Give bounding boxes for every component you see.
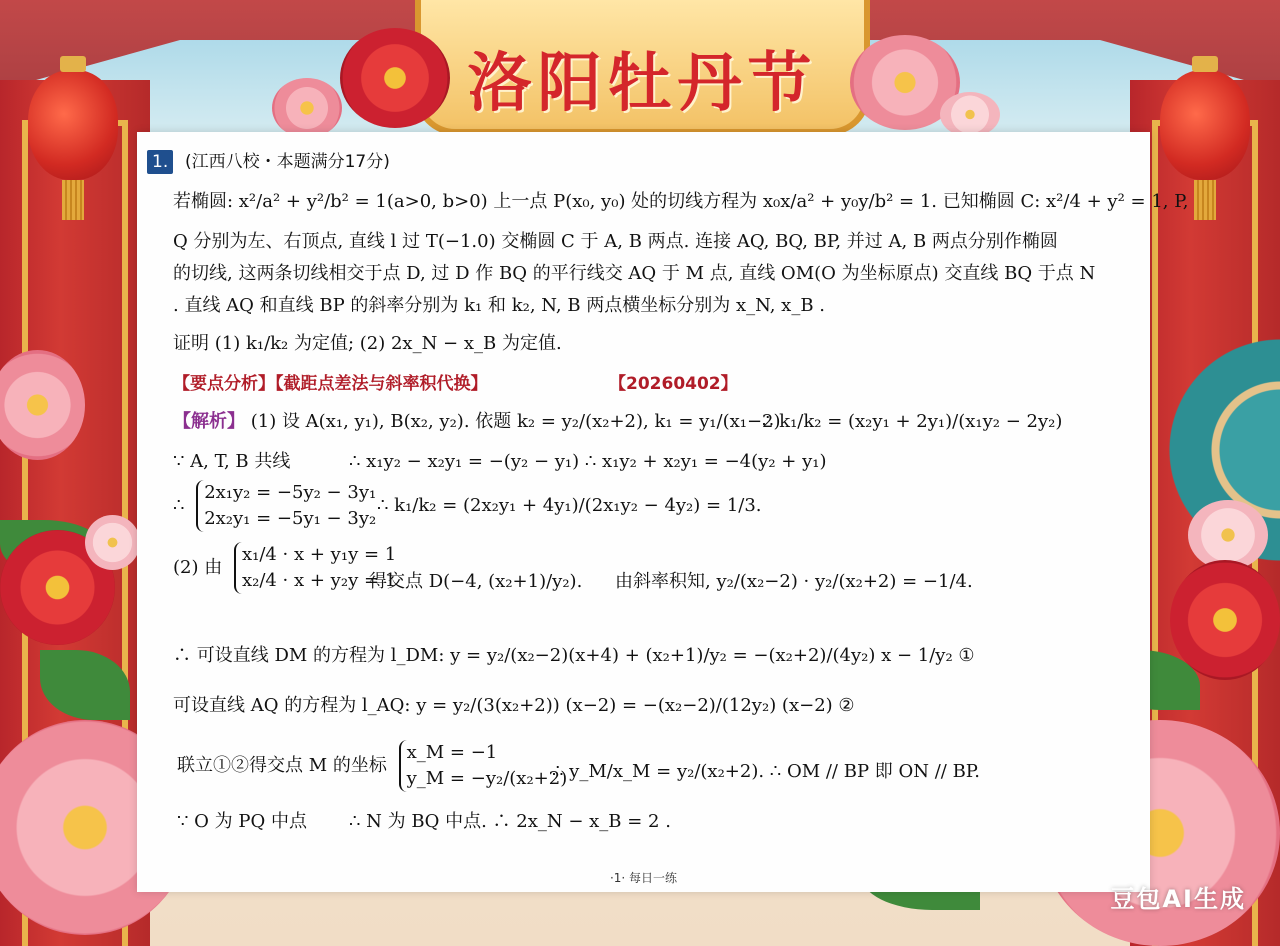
solution-step-4c: 得交点 D(−4, (x₂+1)/y₂).: [369, 571, 583, 592]
peony-icon: [85, 515, 140, 570]
solution-step-6: 可设直线 AQ 的方程为 l_AQ: y = y₂/(3(x₂+2)) (x−2) = −(x₂−2)/(12y₂) (x−2) ②: [173, 695, 855, 716]
system-2-eq-b: x₂/4 · x + y₂y = 1: [241, 570, 397, 591]
lantern-icon-right: [1160, 70, 1250, 180]
peony-icon: [940, 92, 1000, 137]
page-footer: ·1· 每日一练: [609, 871, 678, 885]
question-number: 1.: [147, 150, 173, 174]
lantern-icon-left: [28, 70, 118, 180]
statement-line-1: 若椭圆: x²/a² + y²/b² = 1(a>0, b>0) 上一点 P(x₀, y₀) 处的切线方程为 x₀x/a² + y₀y/b² = 1. 已知椭圆 C: x²/4 + y² = 1, P,: [173, 191, 1189, 212]
solution-step-1: [173, 410, 781, 434]
solution-step-4d: 由斜率积知, y₂/(x₂−2) · y₂/(x₂+2) = −1/4.: [615, 571, 973, 592]
solution-step-2b: ∴ x₁y₂ − x₂y₁ = −(y₂ − y₁) ∴ x₁y₂ + x₂y₁ = −4(y₂ + y₁): [349, 451, 827, 472]
solution-step-7: [177, 740, 573, 792]
solution-step-3c: ∴ k₁/k₂ = (2x₂y₁ + 4y₁)/(2x₁y₂ − 4y₂) = 1/3.: [377, 495, 762, 516]
step-1-text: (1) 设 A(x₁, y₁), B(x₂, y₂). 依题 k₂ = y₂/(x₂+2), k₁ = y₁/(x₁−2): [250, 411, 781, 432]
system-3-eq-a: x_M = −1: [406, 742, 498, 763]
system-3-eq-b: y_M = −y₂/(x₂+2): [406, 768, 568, 789]
exam-paper: [137, 132, 1189, 892]
question-source: (江西八校・本题满分17分): [184, 152, 390, 172]
solution-step-1b: ∴ k₁/k₂ = (x₂y₁ + 2y₁)/(x₁y₂ − 2y₂): [762, 411, 1063, 432]
equation-system-1: [196, 480, 376, 532]
equation-system-3: [399, 740, 568, 792]
question-header: [147, 150, 390, 174]
solution-step-3: ∴ 2x₁y₂ = −5y₂ − 3y₁ 2x₂y₁ = −5y₁ − 3y₂: [173, 480, 382, 532]
peony-icon: [1170, 560, 1280, 680]
step-7-text: 联立①②得交点 M 的坐标: [177, 755, 387, 776]
title-banner: [415, 0, 870, 135]
system-1-eq-a: 2x₁y₂ = −5y₂ − 3y₁: [204, 482, 377, 503]
ai-watermark: 豆包AI生成: [1110, 885, 1246, 913]
system-2-eq-a: x₁/4 · x + y₁y = 1: [241, 544, 397, 565]
solution-step-5: ∴ 可设直线 DM 的方程为 l_DM: y = y₂/(x₂−2)(x+4) + (x₂+1)/y₂ = −(x₂+2)/(4y₂) x − 1/y₂ ①: [173, 645, 975, 666]
peony-icon: [340, 28, 450, 128]
prove-line: 证明 (1) k₁/k₂ 为定值; (2) 2x_N − x_B 为定值.: [173, 333, 562, 354]
solution-step-8b: ∴ N 为 BQ 中点. ∴ 2x_N − x_B = 2 .: [349, 811, 671, 832]
statement-line-3: 的切线, 这两条切线相交于点 D, 过 D 作 BQ 的平行线交 AQ 于 M 点, 直线 OM(O 为坐标原点) 交直线 BQ 于点 N: [173, 263, 1096, 284]
key-points: 【要点分析】【截距点差法与斜率积代换】: [173, 374, 488, 394]
solution-step-4: (2) 由 x₁/4 · x + y₁y = 1 x₂/4 · x + y₂y = 1: [173, 542, 402, 594]
problem-code: 【20260402】: [609, 374, 738, 394]
solution-step-8: ∵ O 为 PQ 中点: [177, 811, 307, 832]
solution-tag: 【解析】: [173, 411, 245, 432]
statement-line-2: Q 分别为左、右顶点, 直线 l 过 T(−1.0) 交椭圆 C 于 A, B 两点. 连接 AQ, BQ, BP, 并过 A, B 两点分别作椭圆: [173, 231, 1058, 252]
statement-line-4: . 直线 AQ 和直线 BP 的斜率分别为 k₁ 和 k₂, N, B 两点横坐标分别为 x_N, x_B .: [173, 295, 826, 316]
solution-step-2: ∵ A, T, B 共线: [173, 451, 291, 472]
poster-title: 洛阳牡丹节: [467, 47, 818, 121]
peony-icon: [272, 78, 342, 138]
solution-step-7c: ∴ y_M/x_M = y₂/(x₂+2). ∴ OM // BP 即 ON // BP.: [552, 761, 980, 782]
system-1-eq-b: 2x₂y₁ = −5y₁ − 3y₂: [204, 508, 377, 529]
